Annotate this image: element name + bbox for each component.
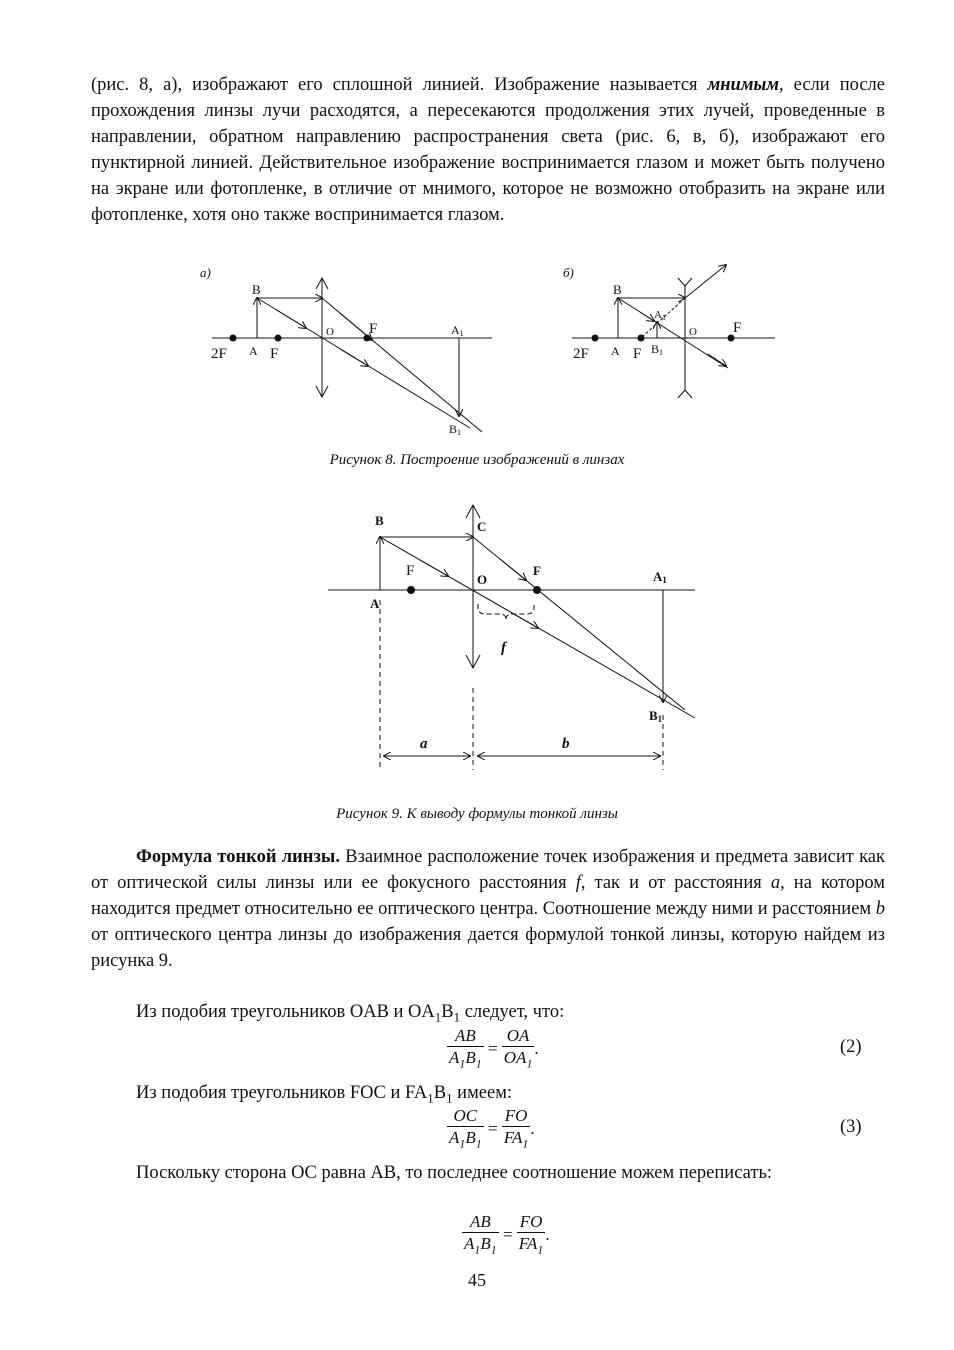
label-f-left: F xyxy=(633,346,642,362)
focal-brace xyxy=(478,604,534,620)
ray-center-arrow xyxy=(640,312,654,321)
section-text-3: , на котором находится предмет относительно ее оптического центра. Соотношение между ними и расстоянием xyxy=(91,873,885,919)
section-text-4: от оптического центра линзы до изображения дается формулой тонкой линзы, которую найдем из рисунка 9. xyxy=(91,925,885,971)
label-dist-b: b xyxy=(562,736,570,752)
page-number: 45 xyxy=(468,1270,486,1290)
label-b: B xyxy=(375,513,384,528)
label-o: O xyxy=(326,326,334,338)
figure-9 xyxy=(0,495,954,785)
equation-4: $\frac{AB}{A_1B_1}$ = $\frac{FO}{FA_1}$ . xyxy=(464,1212,550,1257)
panel-b-tag: б) xyxy=(563,265,574,280)
label-a: A xyxy=(611,344,620,358)
label-a: A xyxy=(370,596,380,611)
label-f-focal: f xyxy=(501,640,506,656)
ray-center-arrow-2 xyxy=(340,349,368,366)
var-a: a xyxy=(770,873,781,893)
ray-center-arrow xyxy=(420,560,448,576)
figure-8-caption: Рисунок 8. Построение изображений в линзах xyxy=(329,452,625,468)
point-2f xyxy=(592,335,598,341)
equation-3: $\frac{OC}{A_1B_1}$ = $\frac{FO}{FA_1}$ . xyxy=(449,1106,535,1151)
figure-8b xyxy=(572,265,775,398)
label-b1: B1 xyxy=(651,342,664,357)
label-f-right: F xyxy=(369,321,378,337)
label-b: B xyxy=(252,282,261,297)
equation-3-number: (3) xyxy=(840,1117,862,1137)
point-f-left xyxy=(275,335,281,341)
section-text-1: Взаимное расположение точек изображения и предмета зависит как от оптической силы линзы или ее фокусного расстояния xyxy=(91,847,885,893)
intro-text-2: , если после прохождения линзы лучи расходятся, а пересекаются продолжения этих лучей, проведенные в направлении, обратном направлению распространения света (рис. 6, в, б), изображают его пунктирной линией. Действительное изображение воспринимается глазом и может быть получено на экране или фотопленке, в отличие от мнимого, которое не возможно отобразить на экране или фотопленке, хотя оно также воспринимается глазом. xyxy=(91,75,885,225)
label-o: O xyxy=(689,326,697,338)
ray-center-arrow xyxy=(275,309,306,328)
section-text-2: , так и от расстояния xyxy=(580,873,771,893)
label-2f: 2F xyxy=(573,346,589,362)
lens-end-top xyxy=(678,278,692,286)
label-a: A xyxy=(249,344,258,358)
figure-9-caption: Рисунок 9. К выводу формулы тонкой линзы xyxy=(336,806,618,822)
intro-text-1: (рис. 8, а), изображают его сплошной линией. Изображение называется xyxy=(91,75,708,95)
thin-lens-paragraph xyxy=(91,844,885,974)
equation-2: $\frac{AB}{A_1B_1}$ = $\frac{OA}{OA_1}$ . xyxy=(449,1026,539,1071)
label-b: B xyxy=(613,282,622,297)
similar-triangles-1: Из подобия треугольников OAB и $OA_1B_1$ следует, что: xyxy=(136,1002,565,1025)
figure-8 xyxy=(0,255,954,450)
var-b: b xyxy=(875,899,885,919)
ray-refracted-arrow xyxy=(500,559,526,580)
rewrite-paragraph: Поскольку сторона OC равна AB, то последнее соотношение можем переписать: xyxy=(136,1163,773,1183)
similar-triangles-2: Из подобия треугольников FOC и $FA_1B_1$ имеем: xyxy=(136,1083,513,1106)
term-virtual: мнимым xyxy=(707,75,780,95)
label-f-left: F xyxy=(270,346,279,362)
var-f: f xyxy=(575,873,581,893)
point-2f xyxy=(230,335,236,341)
label-a1: A1 xyxy=(654,309,666,322)
ray-diverged xyxy=(685,265,726,298)
label-f-right: F xyxy=(733,320,742,336)
label-dist-a: a xyxy=(420,736,428,752)
ray-center-arrow-2 xyxy=(708,354,726,366)
lens-end-bottom xyxy=(678,390,692,398)
label-o: O xyxy=(477,572,488,587)
label-b1: B1 xyxy=(649,708,663,724)
equation-2-number: (2) xyxy=(840,1037,862,1057)
label-2f: 2F xyxy=(211,346,227,362)
label-f-right: F xyxy=(533,563,541,578)
panel-a-tag: а) xyxy=(200,265,211,280)
intro-paragraph xyxy=(91,72,885,228)
label-a1: A1 xyxy=(653,569,667,585)
label-f-left: F xyxy=(406,563,415,579)
point-f-left xyxy=(408,587,415,594)
point-f-right xyxy=(534,587,541,594)
section-heading: Формула тонкой линзы. xyxy=(136,847,340,867)
label-a1: A1 xyxy=(451,323,464,338)
label-c: C xyxy=(477,519,487,534)
point-f-left xyxy=(638,335,644,341)
label-b1: B1 xyxy=(449,422,462,437)
